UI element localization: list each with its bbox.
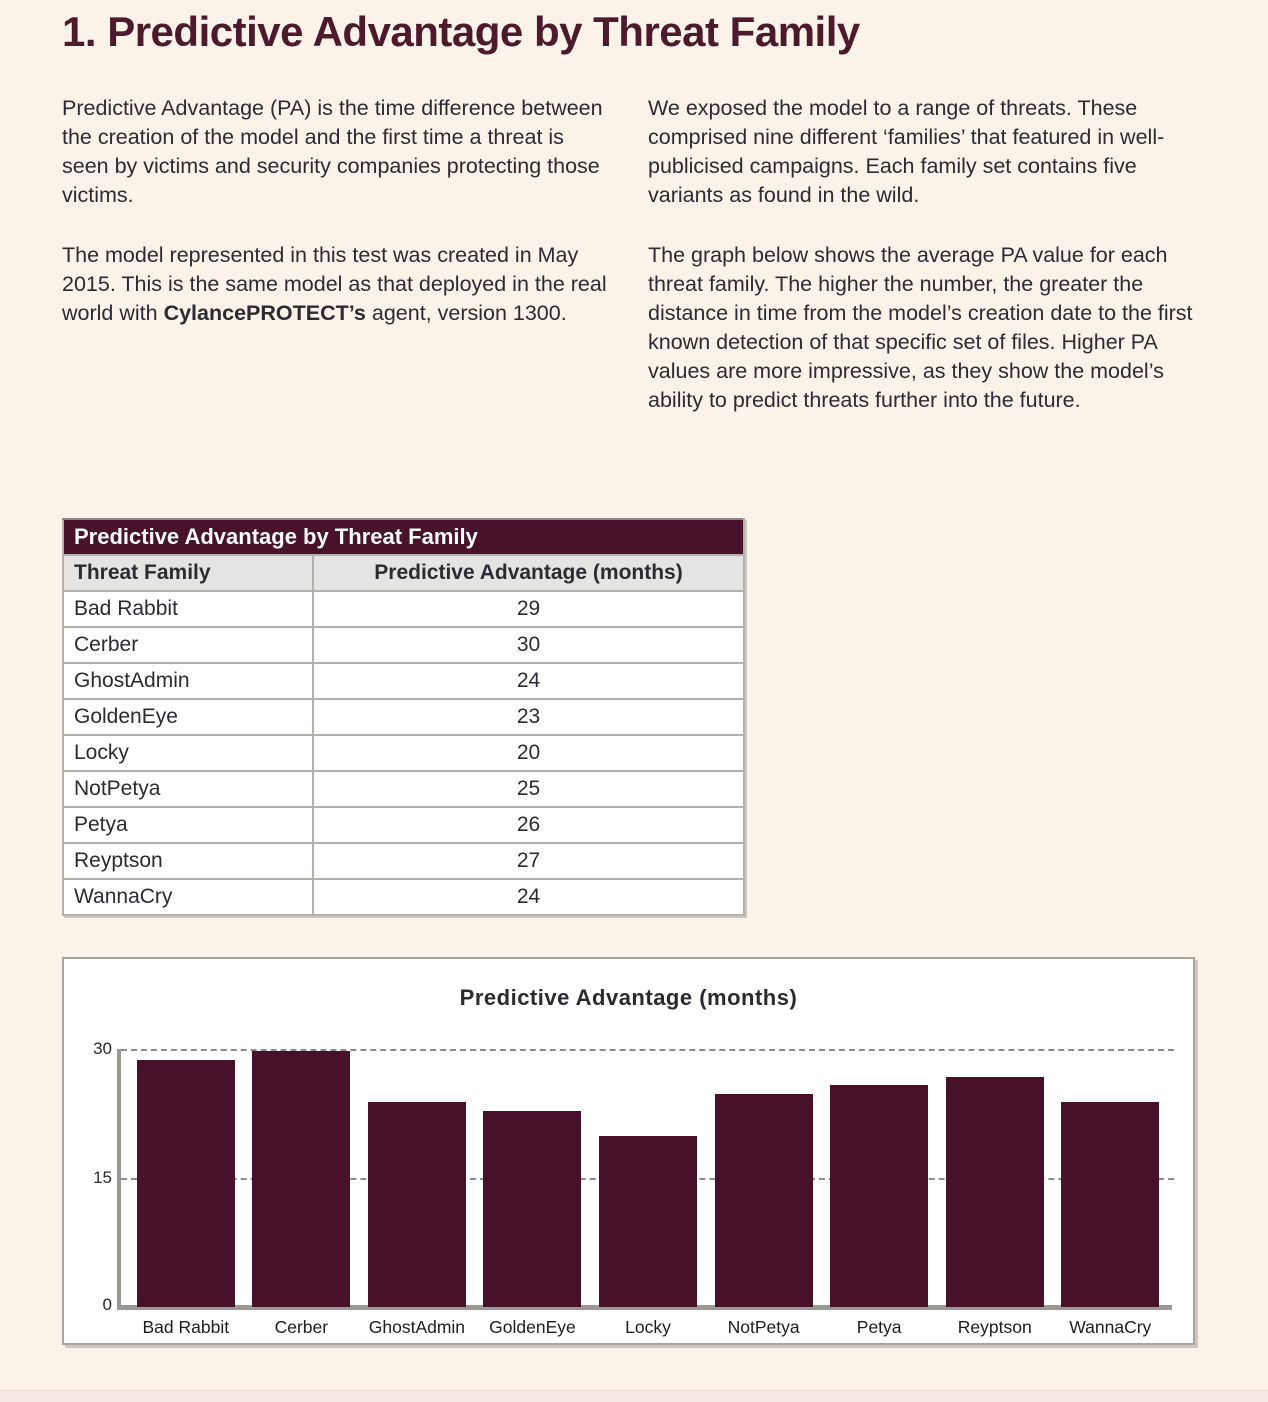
threat-family-cell: GhostAdmin bbox=[63, 663, 313, 699]
x-axis-category-label: NotPetya bbox=[727, 1317, 800, 1337]
bar-cell bbox=[1053, 1051, 1169, 1307]
bar-cell bbox=[475, 1051, 591, 1307]
pa-months-cell: 26 bbox=[313, 807, 744, 843]
y-tick-label: 15 bbox=[93, 1168, 112, 1187]
table-title-row bbox=[63, 519, 744, 555]
threat-family-cell: Locky bbox=[63, 735, 313, 771]
bar-notpetya bbox=[715, 1094, 813, 1307]
table-body bbox=[63, 591, 744, 915]
table-row bbox=[63, 771, 744, 807]
pa-months-cell: 24 bbox=[313, 663, 744, 699]
intro-paragraph: Predictive Advantage (PA) is the time difference between the creation of the model and the first time a threat is seen by victims and security companies protecting those victims. bbox=[62, 96, 603, 207]
product-name-bold: CylancePROTECT’s bbox=[163, 301, 366, 325]
threat-family-cell: NotPetya bbox=[63, 771, 313, 807]
table-row bbox=[63, 879, 744, 915]
pa-months-cell: 29 bbox=[313, 591, 744, 627]
bar-locky bbox=[599, 1136, 697, 1307]
x-axis-category-label: WannaCry bbox=[1069, 1317, 1152, 1337]
y-axis-line bbox=[117, 1049, 121, 1307]
bar-ghostadmin bbox=[368, 1102, 466, 1307]
bar-cell bbox=[706, 1051, 822, 1307]
bar-petya bbox=[830, 1085, 928, 1307]
table-row bbox=[63, 735, 744, 771]
table-title: Predictive Advantage by Threat Family bbox=[63, 519, 744, 555]
x-axis-category-label: Petya bbox=[856, 1317, 902, 1337]
chart-xlabels bbox=[128, 1317, 1168, 1338]
pa-months-cell: 23 bbox=[313, 699, 744, 735]
x-axis-category-label: Bad Rabbit bbox=[142, 1317, 230, 1337]
y-tick-label: 0 bbox=[102, 1295, 112, 1314]
bar-cell bbox=[128, 1051, 244, 1307]
threat-family-cell: Petya bbox=[63, 807, 313, 843]
pa-bar-chart bbox=[62, 957, 1195, 1345]
intro-paragraph bbox=[62, 241, 610, 328]
footer-band bbox=[0, 1390, 1268, 1402]
page-title: 1. Predictive Advantage by Threat Family bbox=[62, 8, 860, 55]
pa-months-cell: 20 bbox=[313, 735, 744, 771]
chart-bars bbox=[128, 1051, 1168, 1307]
bar-cell bbox=[359, 1051, 475, 1307]
intro-paragraph: The graph below shows the average PA value for each threat family. The higher the number, the greater the distance in time from the model’s creation date to the first known detection of that specific set of files. Higher PA values are more impressive, as they show the model’s ability to predict threats further into the future. bbox=[648, 243, 1193, 412]
pa-months-cell: 27 bbox=[313, 843, 744, 879]
x-axis-category-label: Reyptson bbox=[957, 1317, 1032, 1337]
bar-goldeneye bbox=[483, 1111, 581, 1307]
pa-months-cell: 24 bbox=[313, 879, 744, 915]
table-header-row bbox=[63, 555, 744, 591]
x-axis-category-label: Locky bbox=[625, 1317, 671, 1337]
bar-cell bbox=[821, 1051, 937, 1307]
paragraph-text: agent, version 1300. bbox=[365, 301, 567, 325]
threat-family-cell: GoldenEye bbox=[63, 699, 313, 735]
intro-left-column bbox=[62, 94, 610, 359]
threat-family-cell: WannaCry bbox=[63, 879, 313, 915]
table-row bbox=[63, 807, 744, 843]
bar-cerber bbox=[252, 1051, 350, 1307]
paragraph-text: The model represented in this test was created in May 2015. This is the same model as that deployed in the real world with bbox=[62, 243, 607, 325]
x-axis-category-label: GoldenEye bbox=[489, 1317, 576, 1337]
pa-table bbox=[62, 518, 745, 916]
table-row bbox=[63, 627, 744, 663]
bar-cell bbox=[937, 1051, 1053, 1307]
y-tick-label: 30 bbox=[93, 1039, 112, 1058]
x-axis-category-label: GhostAdmin bbox=[368, 1317, 466, 1337]
intro-right-column bbox=[648, 94, 1196, 446]
table-row bbox=[63, 663, 744, 699]
table-row bbox=[63, 699, 744, 735]
bar-cell bbox=[244, 1051, 360, 1307]
bar-cell bbox=[590, 1051, 706, 1307]
pa-months-cell: 25 bbox=[313, 771, 744, 807]
threat-family-cell: Reyptson bbox=[63, 843, 313, 879]
table-row bbox=[63, 591, 744, 627]
bar-wannacry bbox=[1061, 1102, 1159, 1307]
pa-months-cell: 30 bbox=[313, 627, 744, 663]
x-axis-category-label: Cerber bbox=[274, 1317, 329, 1337]
intro-paragraph: We exposed the model to a range of threats. These comprised nine different ‘families’ that featured in well-publicised campaigns. Each family set contains five variants as found in the wild. bbox=[648, 96, 1165, 207]
bar-bad-rabbit bbox=[137, 1060, 235, 1307]
bar-reyptson bbox=[946, 1077, 1044, 1307]
threat-family-cell: Bad Rabbit bbox=[63, 591, 313, 627]
column-header-threat-family: Threat Family bbox=[63, 555, 313, 591]
threat-family-cell: Cerber bbox=[63, 627, 313, 663]
column-header-pa-months: Predictive Advantage (months) bbox=[313, 555, 744, 591]
table-row bbox=[63, 843, 744, 879]
chart-title: Predictive Advantage (months) bbox=[459, 985, 798, 1010]
